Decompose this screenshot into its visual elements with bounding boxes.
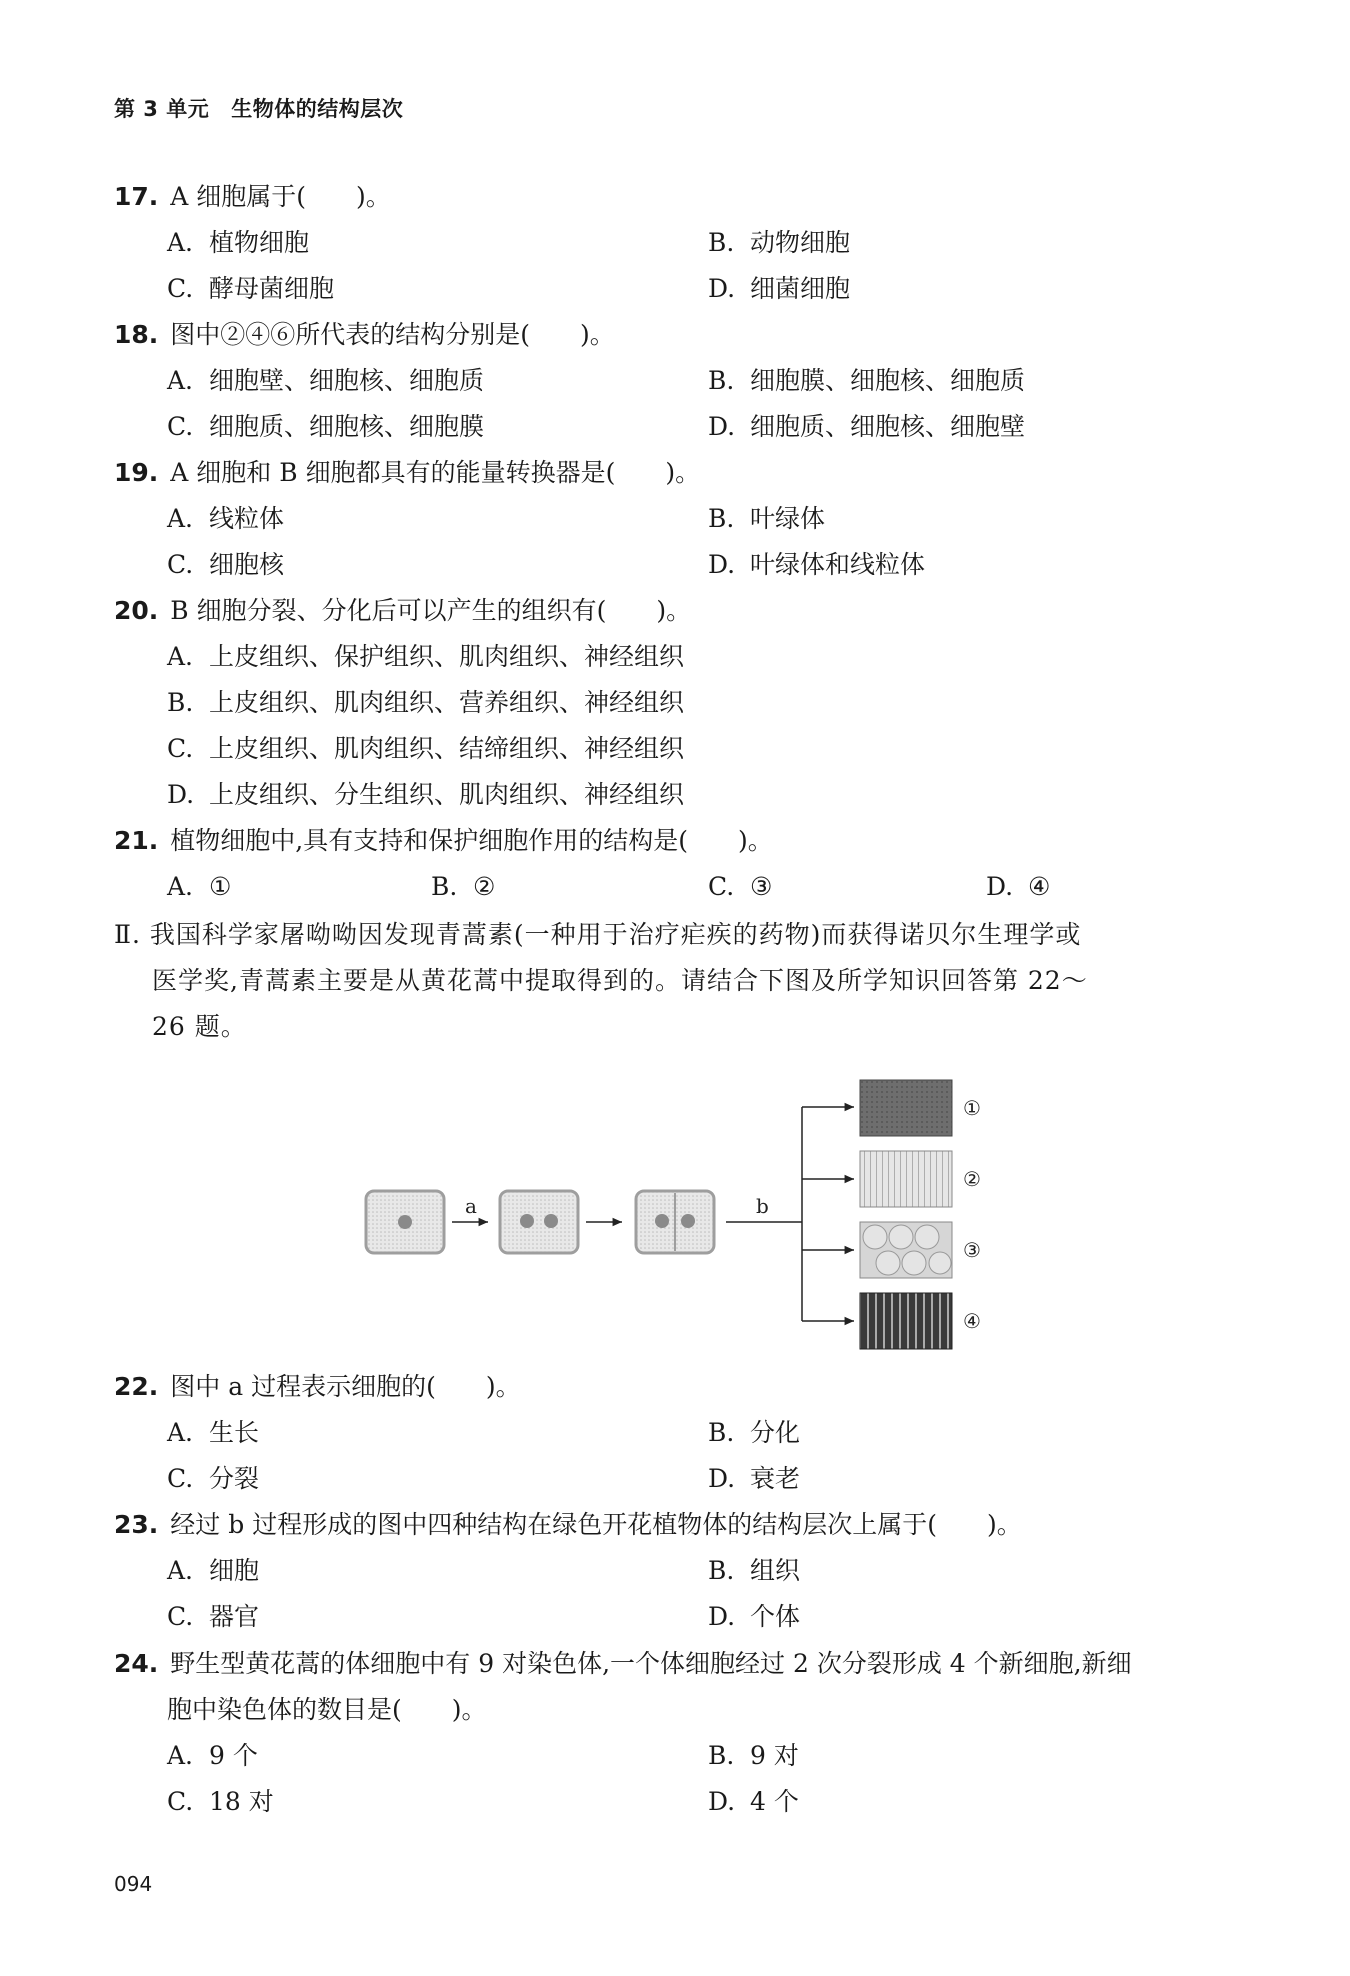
label-1: ① <box>963 1096 981 1120</box>
option-d: D. ④ <box>986 872 1051 901</box>
question-number: 20. <box>114 596 159 625</box>
question-18 <box>114 318 615 352</box>
question-number: 21. <box>114 826 159 855</box>
question-stem-continued: 胞中染色体的数目是( )。 <box>167 1695 487 1724</box>
option-b: B. 上皮组织、肌肉组织、营养组织、神经组织 <box>167 688 685 717</box>
section-2-intro <box>114 912 1244 1050</box>
question-stem: A 细胞属于( )。 <box>170 182 391 211</box>
question-17 <box>114 180 391 214</box>
question-stem: 经过 b 过程形成的图中四种结构在绿色开花植物体的结构层次上属于( )。 <box>170 1510 1022 1539</box>
option-c: C. 分裂 <box>167 1464 260 1493</box>
option-b: B. 叶绿体 <box>708 504 826 533</box>
tissue-image-4 <box>860 1293 952 1349</box>
cell-diagram <box>360 1075 1020 1355</box>
option-c: C. ③ <box>708 872 773 901</box>
question-23 <box>114 1508 1022 1542</box>
option-a: A. 细胞壁、细胞核、细胞质 <box>167 366 485 395</box>
question-19 <box>114 456 700 490</box>
tissue-image-1 <box>860 1080 952 1136</box>
option-a: A. 细胞 <box>167 1556 260 1585</box>
option-c: C. 酵母菌细胞 <box>167 274 335 303</box>
question-stem: B 细胞分裂、分化后可以产生的组织有( )。 <box>170 596 692 625</box>
option-a: A. 上皮组织、保护组织、肌肉组织、神经组织 <box>167 642 685 671</box>
question-stem: A 细胞和 B 细胞都具有的能量转换器是( )。 <box>170 458 701 487</box>
label-2: ② <box>963 1167 981 1191</box>
option-b: B. 9 对 <box>708 1741 799 1770</box>
divided-cell <box>636 1191 714 1253</box>
question-stem: 图中 a 过程表示细胞的( )。 <box>170 1372 521 1401</box>
unit-title: 生物体的结构层次 <box>231 97 404 121</box>
option-c: C. 18 对 <box>167 1787 274 1816</box>
option-b: B. 组织 <box>708 1556 801 1585</box>
option-b: B. 细胞膜、细胞核、细胞质 <box>708 366 1026 395</box>
option-b: B. 动物细胞 <box>708 228 851 257</box>
option-d: D. 细菌细胞 <box>708 274 851 303</box>
question-stem: 野生型黄花蒿的体细胞中有 9 对染色体,一个体细胞经过 2 次分裂形成 4 个新细胞,新细 <box>170 1649 1132 1678</box>
option-d: D. 叶绿体和线粒体 <box>708 550 926 579</box>
option-a: A. ① <box>167 872 232 901</box>
arrow-a-label: a <box>465 1194 477 1218</box>
intro-line: 26 题。 <box>152 1012 247 1041</box>
option-c: C. 细胞核 <box>167 550 285 579</box>
question-24 <box>114 1647 1132 1681</box>
question-20 <box>114 594 691 628</box>
question-24-continued <box>167 1693 487 1727</box>
page-header <box>114 93 403 123</box>
two-nuclei-cell <box>500 1191 578 1253</box>
label-3: ③ <box>963 1238 981 1262</box>
question-number: 18. <box>114 320 159 349</box>
option-d: D. 细胞质、细胞核、细胞壁 <box>708 412 1026 441</box>
option-d: D. 上皮组织、分生组织、肌肉组织、神经组织 <box>167 780 685 809</box>
question-number: 23. <box>114 1510 159 1539</box>
option-b: B. ② <box>431 872 496 901</box>
option-d: D. 4 个 <box>708 1787 799 1816</box>
question-number: 22. <box>114 1372 159 1401</box>
question-number: 19. <box>114 458 159 487</box>
tissue-image-3 <box>860 1222 952 1278</box>
option-d: D. 个体 <box>708 1602 801 1631</box>
question-21 <box>114 824 773 858</box>
option-a: A. 9 个 <box>167 1741 258 1770</box>
unit-label: 第 3 单元 <box>114 97 210 121</box>
intro-line: 医学奖,青蒿素主要是从黄花蒿中提取得到的。请结合下图及所学知识回答第 22～ <box>152 966 1088 995</box>
label-4: ④ <box>963 1309 981 1333</box>
option-d: D. 衰老 <box>708 1464 801 1493</box>
question-22 <box>114 1370 521 1404</box>
question-number: 17. <box>114 182 159 211</box>
question-stem: 植物细胞中,具有支持和保护细胞作用的结构是( )。 <box>170 826 773 855</box>
single-nucleus-cell <box>366 1191 444 1253</box>
option-a: A. 生长 <box>167 1418 260 1447</box>
question-number: 24. <box>114 1649 159 1678</box>
tissue-image-2 <box>860 1151 952 1207</box>
option-b: B. 分化 <box>708 1418 801 1447</box>
arrow-b-label: b <box>756 1194 769 1218</box>
option-a: A. 线粒体 <box>167 504 285 533</box>
option-c: C. 细胞质、细胞核、细胞膜 <box>167 412 485 441</box>
option-c: C. 器官 <box>167 1602 260 1631</box>
page-number: 094 <box>114 1872 153 1896</box>
question-stem: 图中②④⑥所代表的结构分别是( )。 <box>170 320 615 349</box>
intro-line: Ⅱ. 我国科学家屠呦呦因发现青蒿素(一种用于治疗疟疾的药物)而获得诺贝尔生理学或 <box>114 920 1082 949</box>
option-c: C. 上皮组织、肌肉组织、结缔组织、神经组织 <box>167 734 685 763</box>
option-a: A. 植物细胞 <box>167 228 310 257</box>
